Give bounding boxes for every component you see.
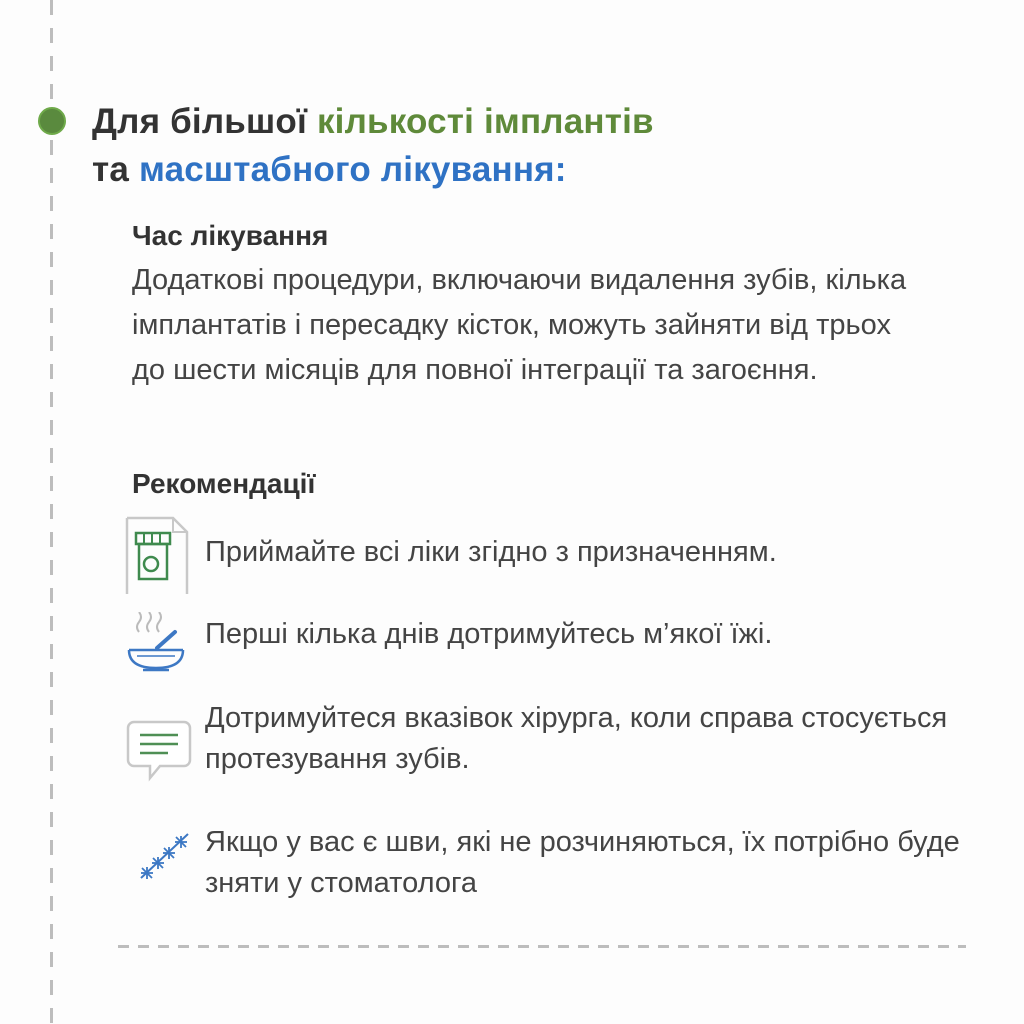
treatment-time-heading: Час лікування [132,220,329,251]
chat-message-icon [126,718,196,784]
recommendations-heading: Рекомендації [132,468,316,499]
recommendation-item: Перші кілька днів дотримуйтесь м’якої їжі. [205,618,773,650]
section-divider [118,945,966,948]
title-highlight-blue: масштабного лікування: [138,150,567,189]
timeline-bullet [38,107,66,135]
recommendation-item: Якщо у вас є шви, які не розчиняються, їх потрібно буде зняти у стоматолога [205,826,960,899]
soft-food-bowl-icon [123,612,188,674]
recommendation-item: Дотримуйтеся вказівок хірурга, коли справа стосується протезування зубів. [205,702,948,775]
recommendation-item: Приймайте всі ліки згідно з призначенням. [205,536,777,568]
timeline-dashed-line [50,0,53,1024]
title-part-1: Для більшої [92,102,317,141]
page-title [92,98,654,194]
title-part-3: та [92,150,139,189]
title-highlight-green: кількості імплантів [316,102,654,141]
stitches-icon [138,830,193,882]
medicine-jar-icon [123,516,193,596]
treatment-time-text: Додаткові процедури, включаючи видалення зубів, кілька імплантатів і пересадку кісток, можуть зайняти від трьох до шести місяців для повної інтеграції та загоєння. [132,264,907,386]
